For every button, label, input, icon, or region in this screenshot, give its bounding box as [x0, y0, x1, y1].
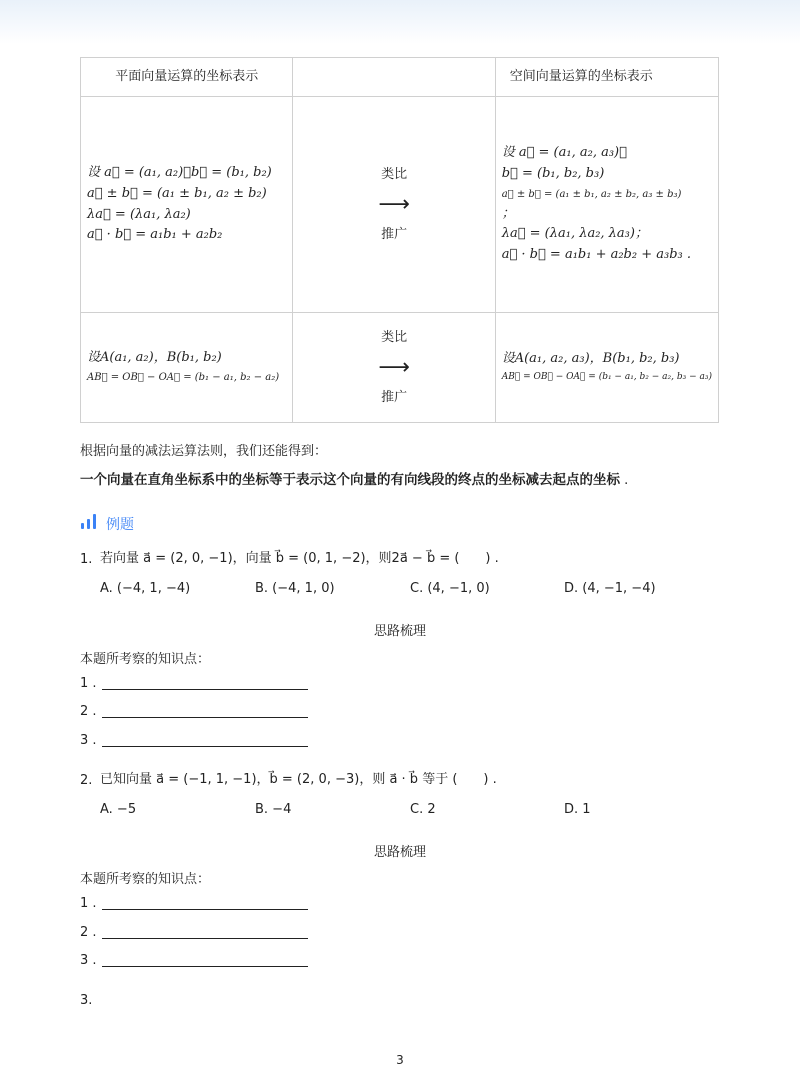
conclusion-text: 一个向量在直角坐标系中的坐标等于表示这个向量的有向线段的终点的坐标减去起点的坐标 — [80, 472, 620, 488]
section-title: 例题 — [106, 517, 134, 533]
cell-plane-ops — [81, 97, 293, 313]
formula-line: 设A(a₁, a₂, a₃)，B(b₁, b₂, b₃) — [501, 350, 680, 366]
q2-thinking-title: 思路梳理 — [373, 845, 426, 860]
formula-line: b⃗ = (b₁, b₂, b₃) — [501, 165, 605, 181]
header-plane: 平面向量运算的坐标表示 — [81, 58, 293, 97]
q2-option-c[interactable]: C. 2 — [410, 802, 436, 817]
generalize-label: 推广 — [381, 389, 408, 405]
q2-stem: 已知向量 a⃗ = (−1, 1, −1)，b⃗ = (2, 0, −3)，则 a⃗ · b⃗ 等于 ( ) . — [100, 772, 497, 787]
right-arrow-icon: ⟶ — [378, 354, 410, 380]
q1-stem: 若向量 a⃗ = (2, 0, −1)，向量 b⃗ = (0, 1, −2)，则2a⃗ − b⃗ = ( ) . — [100, 551, 499, 566]
analogy-label: 类比 — [381, 329, 408, 345]
formula-line: 设 a⃗ = (a₁, a₂, a₃)， — [501, 145, 627, 160]
cell-analogy — [293, 313, 495, 423]
formula-line: λa⃗ = (λa₁, λa₂, λa₃)； — [501, 226, 648, 242]
formula-line: ； — [501, 205, 515, 221]
formula-line: a⃗ ± b⃗ = (a₁ ± b₁, a₂ ± b₂) — [87, 185, 267, 201]
q2-knowledge-label: 本题所考察的知识点： — [80, 872, 211, 887]
q2-blank-line[interactable] — [102, 966, 308, 967]
q1-option-c[interactable]: C. (4, −1, 0) — [410, 581, 490, 596]
q2-blank-line[interactable] — [102, 938, 308, 939]
conclusion — [80, 468, 628, 488]
generalize-label: 推广 — [381, 226, 408, 242]
formula-line: 设A(a₁, a₂)，B(b₁, b₂) — [87, 349, 222, 365]
table-row-point-coords — [81, 313, 719, 423]
header-middle — [293, 58, 495, 97]
intro-text: 根据向量的减法运算法则，我们还能得到： — [80, 444, 328, 459]
comparison-table — [80, 57, 719, 423]
page-number: 3 — [396, 1053, 404, 1067]
formula-line: a⃗ ± b⃗ = (a₁ ± b₁, a₂ ± b₂, a₃ ± b₃) — [501, 188, 682, 200]
cell-space-points — [495, 313, 718, 423]
q1-thinking-title: 思路梳理 — [373, 624, 426, 639]
q1-option-a[interactable]: A. (−4, 1, −4) — [100, 581, 191, 596]
q2-number: 2. — [80, 773, 93, 788]
q2-blank-label: 1 . — [80, 896, 97, 911]
q2-option-b[interactable]: B. −4 — [255, 802, 292, 817]
q2-option-d[interactable]: D. 1 — [564, 802, 591, 817]
formula-line: AB⃗ = OB⃗ − OA⃗ = (b₁ − a₁, b₂ − a₂, b₃ − a₃) — [501, 372, 712, 383]
q2-blank-label: 3 . — [80, 953, 97, 968]
formula-line: 设 a⃗ = (a₁, a₂)，b⃗ = (b₁, b₂) — [87, 164, 272, 180]
right-arrow-icon: ⟶ — [378, 191, 410, 217]
q1-blank-line[interactable] — [102, 746, 308, 747]
formula-line: a⃗ · b⃗ = a₁b₁ + a₂b₂ + a₃b₃ . — [501, 247, 692, 263]
q2-blank-label: 2 . — [80, 925, 97, 940]
analogy-label: 类比 — [381, 166, 408, 182]
conclusion-period: . — [624, 473, 629, 488]
q1-number: 1. — [80, 552, 93, 567]
q1-blank-line[interactable] — [102, 717, 308, 718]
q1-blank-label: 3 . — [80, 733, 97, 748]
q1-option-d[interactable]: D. (4, −1, −4) — [564, 581, 656, 596]
q1-blank-line[interactable] — [102, 689, 308, 690]
q1-blank-label: 1 . — [80, 676, 97, 691]
formula-line: λa⃗ = (λa₁, λa₂) — [87, 206, 191, 222]
cell-analogy — [293, 97, 495, 313]
q1-option-b[interactable]: B. (−4, 1, 0) — [255, 581, 335, 596]
header-band — [0, 0, 800, 44]
bar-chart-icon — [80, 513, 100, 529]
formula-line: AB⃗ = OB⃗ − OA⃗ = (b₁ − a₁, b₂ − a₂) — [87, 372, 280, 384]
cell-plane-points — [81, 313, 293, 423]
q3-number: 3. — [80, 993, 93, 1008]
header-space: 空间向量运算的坐标表示 — [495, 58, 718, 97]
q2-option-a[interactable]: A. −5 — [100, 802, 137, 817]
q1-knowledge-label: 本题所考察的知识点： — [80, 652, 211, 667]
q2-blank-line[interactable] — [102, 909, 308, 910]
cell-space-ops — [495, 97, 718, 313]
table-row-vector-ops — [81, 97, 719, 313]
q1-blank-label: 2 . — [80, 704, 97, 719]
formula-line: a⃗ · b⃗ = a₁b₁ + a₂b₂ — [87, 227, 223, 243]
table-header-row — [81, 58, 719, 97]
